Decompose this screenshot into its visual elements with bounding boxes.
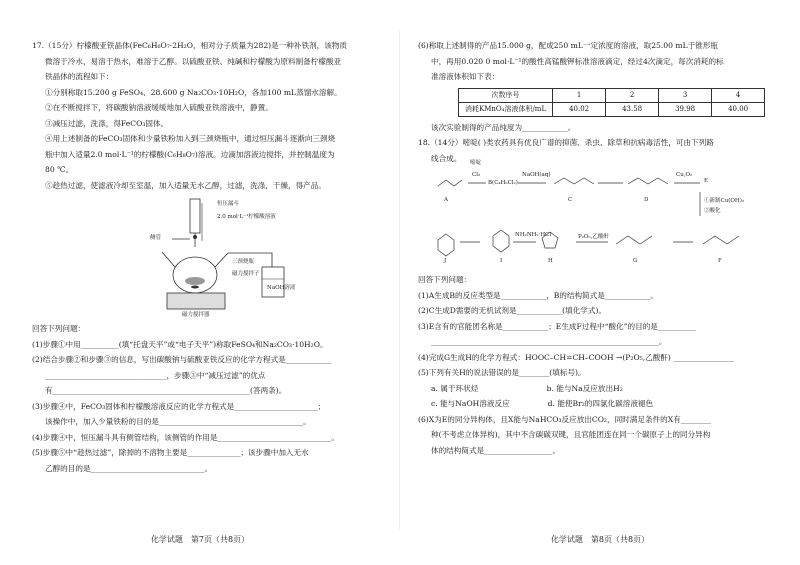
q18-cont: 线合成。 (431, 153, 462, 163)
label-pyrimidine: 嘧啶 (470, 160, 482, 166)
q17-5: (5)步骤⑤中“趁热过滤”，除掉的不溶物主要是______________；该步骤中加入无水 (32, 448, 309, 457)
label-naoh: NaOH溶液 (267, 285, 296, 291)
reagent-cl2: Cl₂ (472, 172, 481, 178)
label-f: F (718, 258, 722, 264)
table-row (459, 102, 765, 116)
table-cell: 1 (553, 88, 606, 102)
table-cell: 2 (606, 88, 659, 102)
q17-step-5: ⑤趁热过滤，使滤液冷却至室温，加入适量无水乙醇，过滤，洗涤，干燥，得产品。 (45, 180, 326, 190)
label-valve: 侧管 (150, 235, 162, 241)
q17-line: 17.（15分）柠檬酸亚铁晶体(FeC₆H₆O₇·2H₂O，相对分子质量为282)是一种补铁剂，该物质 (32, 41, 348, 50)
q17-6-end: 该次实验制得的产品纯度为____________。 (431, 122, 576, 132)
answers-intro: 回答下列问题： (418, 275, 472, 284)
q17-6-cont: 中，再用0.020 0 mol·L⁻¹的酸性高锰酸钾标准溶液滴定，经过4次滴定，每次消耗的标 (431, 56, 724, 66)
label-e: E (704, 178, 709, 184)
titration-table (458, 88, 765, 117)
apparatus-diagram (32, 197, 386, 317)
scheme-drawing (418, 170, 778, 270)
q18-6-cont: 体的结构简式是__________________。 (431, 445, 561, 455)
q17-6: (6)称取上述制得的产品15.000 g，配成250 mL一定浓度的溶液，取25.00 mL于锥形瓶 (418, 41, 718, 50)
q18-5-options: c. 能与NaOH溶液反应 d. 能使Br₂的四氯化碳溶液褪色 (431, 399, 654, 408)
table-cell: 消耗KMnO₄溶液体积/mL (459, 102, 553, 116)
table-cell: 40.02 (553, 102, 606, 116)
table-cell: 39.98 (659, 102, 712, 116)
q18-2: (2)C生成D需要的无机试剂是____________(填化学式)。 (418, 306, 607, 315)
q17-2: (2)结合步骤②和步骤③的信息，写出碳酸钠与硫酸亚铁反应的化学方程式是____________ (32, 355, 332, 364)
q18-3: (3)E含有的官能团名称是____________；E生成F过程中“酸化”的目的是__________ (418, 321, 696, 331)
q17-line: 微溶于冷水，易溶于热水，难溶于乙醇。以硫酸亚铁、纯碱和柠檬酸为原料制备柠檬酸亚 (45, 56, 342, 66)
label-a: A (444, 197, 448, 203)
page-8 (400, 0, 800, 565)
label-stir-bar: 磁力搅拌子 (232, 271, 260, 277)
q17-step-4: ④用上述制备的FeCO₃固体和少量铁粉加入到三颈烧瓶中，通过恒压漏斗逐渐向三颈烧 (45, 134, 336, 143)
label-c: C (568, 197, 573, 203)
q17-4: (4)步骤④中，恒压漏斗具有侧管结构，该侧管的作用是______________________________。 (32, 432, 339, 442)
label-h: H (548, 258, 553, 264)
q17-2-cont: ________________________________，步骤③中“减压过滤”的优点 (45, 370, 266, 380)
q18-4: (4)完成G生成H的化学方程式：HOOC–CH=CH–COOH →(P₂O₅,乙酸酐) ________________ (418, 352, 735, 362)
label-stirrer: 磁力搅拌器 (182, 312, 210, 318)
q17-3: (3)步骤④中，FeCO₃固体和柠檬酸溶液反应的化学方程式是______________________； (32, 401, 326, 411)
q18-3-cont: ____________________________________________________________。 (431, 337, 667, 346)
q18-6: (6)X为E的同分异构体，且X能与NaHCO₃反应放出CO₂，同时满足条件的X有________ (418, 414, 712, 424)
q17-1: (1)步骤①中用__________(填“托盘天平”或“电子天平”)称取FeSO₄和Na₂CO₃·10H₂O。 (32, 339, 328, 349)
label-d: D (644, 197, 649, 203)
q18-5: (5)下列有关H的说法错误的是________(填标号)。 (418, 368, 586, 377)
q17-step-1: ①分别称取15.200 g FeSO₄、28.600 g Na₂CO₃·10H₂O，各加100 mL蒸馏水溶解。 (45, 87, 342, 97)
reagent-p2o5: P₂O₅,乙酸酐 (578, 234, 609, 240)
reagent-hydrazine: NH₂NH₂·HCl (515, 232, 552, 238)
table-cell: 40.00 (712, 102, 765, 116)
q17-3-cont: 该操作中，加入少量铁粉的目的是______________________________________。 (45, 417, 311, 426)
label-solution: 2.0 mol·L⁻¹柠檬酸溶液 (217, 214, 276, 220)
compound-b: B(C₄H₆Cl₂) (488, 180, 518, 186)
table-cell: 3 (659, 88, 712, 102)
reagent-cuoh2: ①新制Cu(OH)₂ (704, 198, 745, 204)
footer-page-7: 化学试题 第7页（共8页） (150, 535, 250, 544)
q17-line: 瓶中加入适量2.0 mol·L⁻¹的柠檬酸(C₆H₈O₇)溶液。边滴加溶液边搅拌，并控制温度为 (45, 149, 335, 159)
q18-5-options: a. 属于环状烃 b. 能与Na反应放出H₂ (431, 383, 623, 393)
synthesis-scheme (418, 160, 786, 270)
q17-step-2: ②在不断搅拌下，将碳酸钠溶液缓缓地加入硫酸亚铁溶液中，静置。 (45, 103, 273, 112)
table-cell: 次数序号 (459, 88, 553, 102)
reagent-cu: Cu,O₂ (676, 172, 693, 178)
answers-intro: 回答下列问题： (32, 324, 86, 333)
label-i: I (500, 258, 503, 264)
q17-step-3: ③减压过滤，洗涤，得FeCO₃固体。 (45, 118, 169, 128)
q18-6-cont: 种(不考虑立体异构)，其中不含碳碳双键，且官能团连在同一个碳原子上的同分异构 (431, 430, 711, 439)
label-j: J (444, 258, 447, 264)
label-g: G (633, 258, 638, 264)
q17-6-cont: 准溶液体积如下表： (431, 72, 500, 81)
footer-page-8: 化学试题 第8页（共8页） (550, 535, 650, 544)
reagent-naoh: NaOH(aq) (522, 172, 551, 178)
table-row (459, 88, 765, 102)
q17-2-cont: 有____________________________________________________(答两条)。 (45, 386, 287, 395)
q17-5-cont: 乙醇的目的是______________________________。 (45, 463, 213, 473)
reagent-acidify: ②酸化 (704, 208, 721, 214)
label-funnel: 恒压漏斗 (217, 201, 240, 207)
q17-line: 80 ℃。 (45, 165, 74, 174)
q18: 18.（14分）嘧啶( )类农药具有优良广谱的抑菌、杀虫、除草和抗病毒活性，可由下列路 (418, 138, 714, 147)
q18-1: (1)A生成B的反应类型是____________，B的结构简式是____________。 (418, 290, 659, 300)
label-flask: 三颈烧瓶 (232, 259, 255, 265)
q17-line: 铁晶体的流程如下： (45, 72, 114, 81)
table-cell: 43.58 (606, 102, 659, 116)
table-cell: 4 (712, 88, 765, 102)
